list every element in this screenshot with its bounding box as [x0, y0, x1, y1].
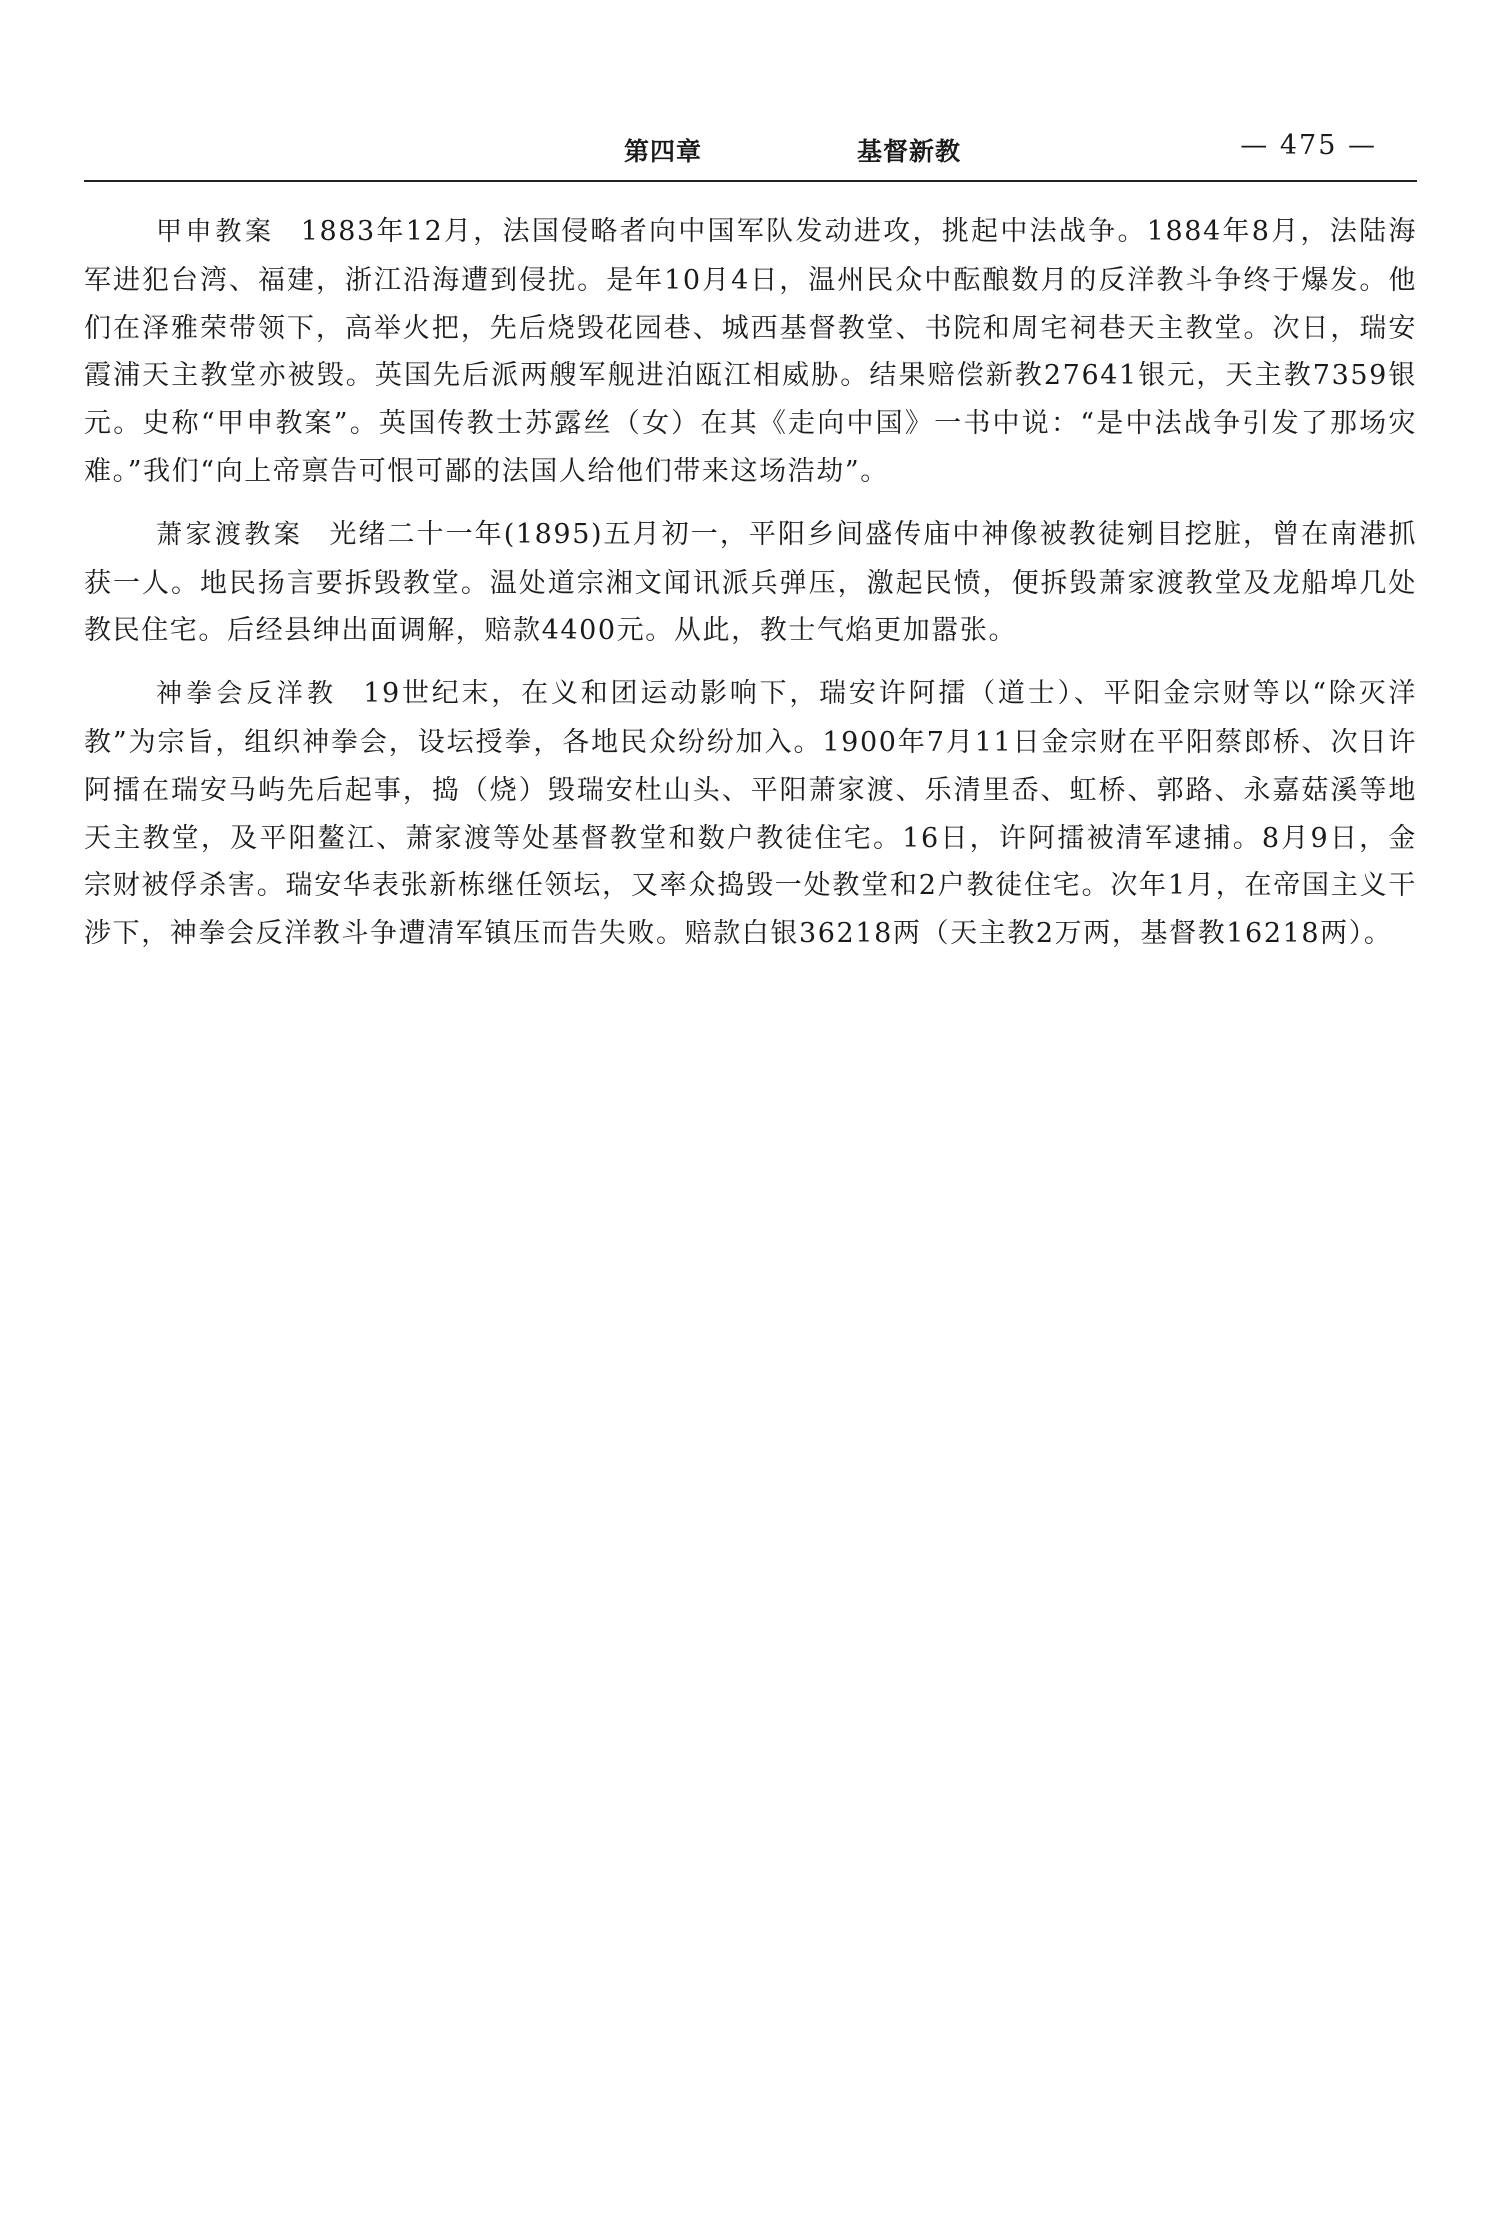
chapter-number: 第四章	[624, 137, 703, 166]
running-header	[84, 128, 1417, 182]
page-number: — 475 —	[1240, 130, 1377, 161]
paragraph-shenquanhui	[84, 670, 1417, 958]
paragraph-text: 光绪二十一年(1895)五月初一，平阳乡间盛传庙中神像被教徒剜目挖脏，曾在南港抓获一人。地民扬言要拆毁教堂。温处道宗湘文闻讯派兵弹压，激起民愤，便拆毁萧家渡教堂及龙船埠几处教民住宅。后经县绅出面调解，赔款4400元。从此，教士气焰更加嚣张。	[84, 518, 1417, 647]
body-text	[84, 208, 1417, 973]
paragraph-heading: 神拳会反洋教	[156, 679, 338, 710]
paragraph-jiashen-case	[84, 208, 1417, 496]
paragraph-xiaojiadu-case	[84, 511, 1417, 655]
paragraph-heading: 甲申教案	[156, 217, 275, 247]
paragraph-text: 19世纪末，在义和团运动影响下，瑞安许阿擂（道士）、平阳金宗财等以“除灭洋教”为宗旨，组织神拳会，设坛授拳，各地民众纷纷加入。1900年7月11日金宗财在平阳蔡郎桥、次日许阿擂在瑞安马屿先后起事，捣（烧）毁瑞安杜山头、平阳萧家渡、乐清里岙、虹桥、郭路、永嘉菇溪等地天主教堂，及平阳鳌江、萧家渡等处基督教堂和数户教徒住宅。16日，许阿擂被清军逮捕。8月9日，金宗财被俘杀害。瑞安华表张新栋继任领坛，又率众捣毁一处教堂和2户教徒住宅。次年1月，在帝国主义干涉下，神拳会反洋教斗争遭清军镇压而告失败。赔款白银36218两（天主教2万两，基督教16218两）。	[84, 678, 1417, 950]
chapter-title: 基督新教	[857, 137, 962, 166]
paragraph-heading: 萧家渡教案	[156, 519, 304, 550]
paragraph-text: 1883年12月，法国侵略者向中国军队发动进攻，挑起中法战争。1884年8月，法陆海军进犯台湾、福建，浙江沿海遭到侵扰。是年10月4日，温州民众中酝酿数月的反洋教斗争终于爆发。他们在泽雅荣带领下，高举火把，先后烧毁花园巷、城西基督教堂、书院和周宅祠巷天主教堂。次日，瑞安霞浦天主教堂亦被毁。英国先后派两艘军舰进泊瓯江相威胁。结果赔偿新教27641银元，天主教7359银元。史称“甲申教案”。英国传教士苏露丝（女）在其《走向中国》一书中说：“是中法战争引发了那场灾难。”我们“向上帝禀告可恨可鄙的法国人给他们带来这场浩劫”。	[84, 216, 1417, 487]
